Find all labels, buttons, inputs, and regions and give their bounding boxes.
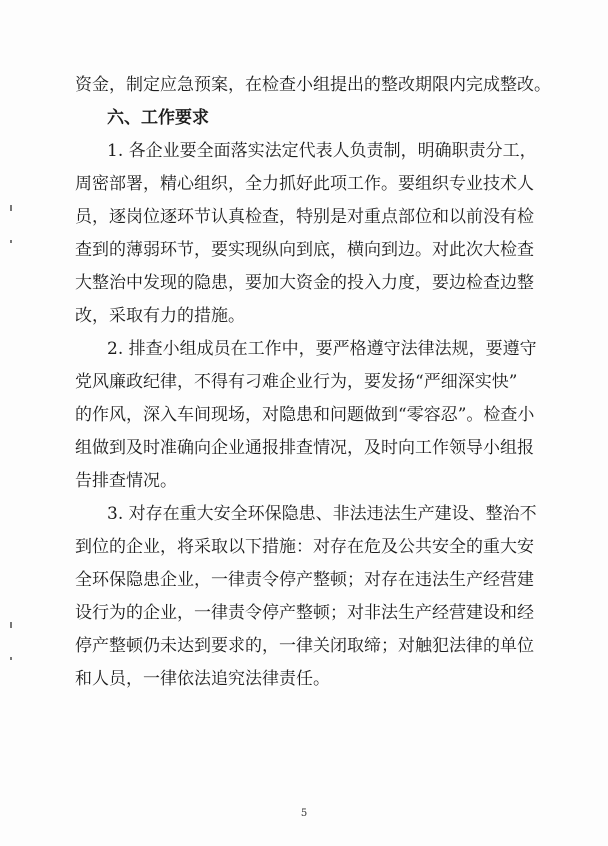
paragraph-2-line: 2. 排查小组成员在工作中，要严格遵守法律法规，要遵守 [107,339,537,359]
paragraph-1-line: 改，采取有力的措施。 [75,306,245,326]
scan-mark [10,657,12,660]
paragraph-3-line: 到位的企业，将采取以下措施：对存在危及公共安全的重大安 [75,537,534,557]
scan-mark [10,622,12,628]
paragraph-3-line: 全环保隐患企业，一律责令停产整顿；对存在违法生产经营建 [75,570,534,590]
scan-mark [10,205,12,211]
text-line: 资金，制定应急预案，在检查小组提出的整改期限内完成整改。 [75,75,551,95]
paragraph-2-line: 的作风，深入车间现场，对隐患和问题做到“零容忍”。检查小 [75,405,535,425]
paragraph-1-line: 员，逐岗位逐环节认真检查，特别是对重点部位和以前没有检 [75,207,534,227]
paragraph-3-line: 和人员，一律依法追究法律责任。 [75,669,330,689]
paragraph-2-line: 组做到及时准确向企业通报排查情况，及时向工作领导小组报 [75,438,534,458]
paragraph-3-line: 3. 对存在重大安全环保隐患、非法违法生产建设、整治不 [107,504,537,524]
paragraph-3-line: 停产整顿仍未达到要求的，一律关闭取缔；对触犯法律的单位 [75,636,534,656]
paragraph-1-line: 查到的薄弱环节，要实现纵向到底，横向到边。对此次大检查 [75,240,534,260]
section-heading: 六、工作要求 [107,108,209,128]
paragraph-1-line: 周密部署，精心组织，全力抓好此项工作。要组织专业技术人 [75,174,534,194]
paragraph-1-line: 1. 各企业要全面落实法定代表人负责制，明确职责分工， [107,141,537,161]
page-number: 5 [300,808,308,819]
paragraph-2-line: 党风廉政纪律，不得有刁难企业行为，要发扬“严细深实快” [75,372,518,392]
paragraph-3-line: 设行为的企业，一律责令停产整顿；对非法生产经营建设和经 [75,603,534,623]
paragraph-2-line: 告排查情况。 [75,471,177,491]
paragraph-1-line: 大整治中发现的隐患，要加大资金的投入力度，要边检查边整 [75,273,534,293]
scan-mark [10,240,12,243]
